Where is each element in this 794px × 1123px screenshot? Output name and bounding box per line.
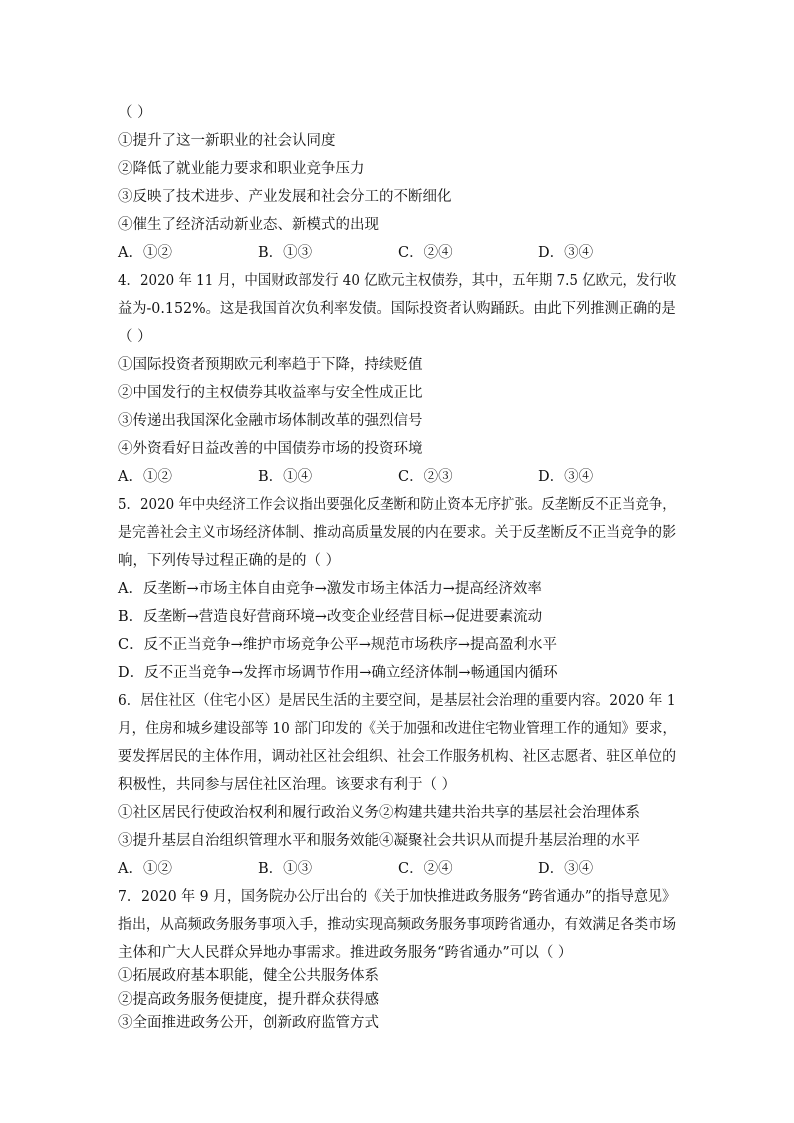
q6-items-row-1: ①社区居民行使政治权利和履行政治义务②构建共建共治共享的基层社会治理体系 [118, 805, 640, 821]
q6-option-c: C．②④ [398, 861, 453, 877]
q3-item-3: ③反映了技术进步、产业发展和社会分工的不断细化 [118, 189, 452, 205]
q3-option-a: A．①② [118, 245, 172, 261]
q4-item-2: ②中国发行的主权债券其收益率与安全性成正比 [118, 385, 423, 401]
q4-option-a: A．①② [118, 469, 172, 485]
q7-stem-line-2: 指出，从高频政务服务事项入手，推动实现高频政务服务事项跨省通办，有效满足各类市场 [118, 917, 677, 933]
q5-choice-b: B．反垄断→营造良好营商环境→改变企业经营目标→促进要素流动 [118, 609, 543, 625]
q3-option-c: C．②④ [398, 245, 453, 261]
q4-stem-line-1: 4．2020 年 11 月，中国财政部发行 40 亿欧元主权债券，其中，五年期 7.5 亿欧元，发行收 [118, 273, 677, 289]
q3-option-d: D．③④ [538, 245, 594, 261]
q6-option-a: A．①② [118, 861, 172, 877]
q5-stem-line-1: 5．2020 年中央经济工作会议指出要强化反垄断和防止资本无序扩张。反垄断反不正当竞争， [118, 497, 676, 513]
q7-item-2: ②提高政务服务便捷度，提升群众获得感 [118, 992, 379, 1008]
q5-choice-c: C．反不正当竞争→维护市场竞争公平→规范市场秩序→提高盈利水平 [118, 637, 558, 653]
q7-item-1: ①拓展政府基本职能，健全公共服务体系 [118, 968, 379, 984]
q3-paren: （ ） [118, 105, 152, 121]
q5-choice-a: A．反垄断→市场主体自由竞争→激发市场主体活力→提高经济效率 [118, 581, 542, 597]
q5-choice-d: D．反不正当竞争→发挥市场调节作用→确立经济体制→畅通国内循环 [118, 665, 558, 681]
q4-option-c: C．②③ [398, 469, 453, 485]
q4-option-b: B．①④ [258, 469, 313, 485]
q5-stem-line-2: 是完善社会主义市场经济体制、推动高质量发展的内在要求。关于反垄断反不正当竞争的影 [118, 525, 677, 541]
q3-option-b: B．①③ [258, 245, 313, 261]
q6-stem-line-2: 月，住房和城乡建设部等 10 部门印发的《关于加强和改进住宅物业管理工作的通知》要求， [118, 721, 677, 737]
q4-item-4: ④外资看好日益改善的中国债券市场的投资环境 [118, 441, 423, 457]
q7-item-3: ③全面推进政务公开，创新政府监管方式 [118, 1015, 379, 1031]
q4-item-3: ③传递出我国深化金融市场体制改革的强烈信号 [118, 413, 423, 429]
q3-item-2: ②降低了就业能力要求和职业竞争压力 [118, 161, 365, 177]
q4-stem-line-2: 益为-0.152%。这是我国首次负利率发债。国际投资者认购踊跃。由此下列推测正确的是 [118, 301, 676, 317]
q7-stem-line-3: 主体和广大人民群众异地办事需求。推进政务服务“跨省通办”可以（ ） [118, 945, 573, 961]
q6-option-d: D．③④ [538, 861, 594, 877]
q5-stem-line-3: 响，下列传导过程正确的是的（ ） [118, 553, 341, 569]
q4-option-d: D．③④ [538, 469, 594, 485]
q7-stem-line-1: 7．2020 年 9 月，国务院办公厅出台的《关于加快推进政务服务“跨省通办”的指导意见》 [118, 889, 677, 905]
q6-stem-line-3: 要发挥居民的主体作用，调动社区社会组织、社会工作服务机构、社区志愿者、驻区单位的 [118, 749, 677, 765]
q4-paren: （ ） [118, 329, 152, 345]
q3-item-1: ①提升了这一新职业的社会认同度 [118, 133, 336, 149]
q6-items-row-2: ③提升基层自治组织管理水平和服务效能④凝聚社会共识从而提升基层治理的水平 [118, 833, 640, 849]
q3-item-4: ④催生了经济活动新业态、新模式的出现 [118, 217, 379, 233]
q4-item-1: ①国际投资者预期欧元利率趋于下降，持续贬值 [118, 357, 423, 373]
q6-option-b: B．①③ [258, 861, 313, 877]
q6-stem-line-1: 6．居住社区（住宅小区）是居民生活的主要空间，是基层社会治理的重要内容。2020 年 1 [118, 693, 676, 709]
q6-stem-line-4: 积极性，共同参与居住社区治理。该要求有利于（ ） [118, 777, 457, 793]
